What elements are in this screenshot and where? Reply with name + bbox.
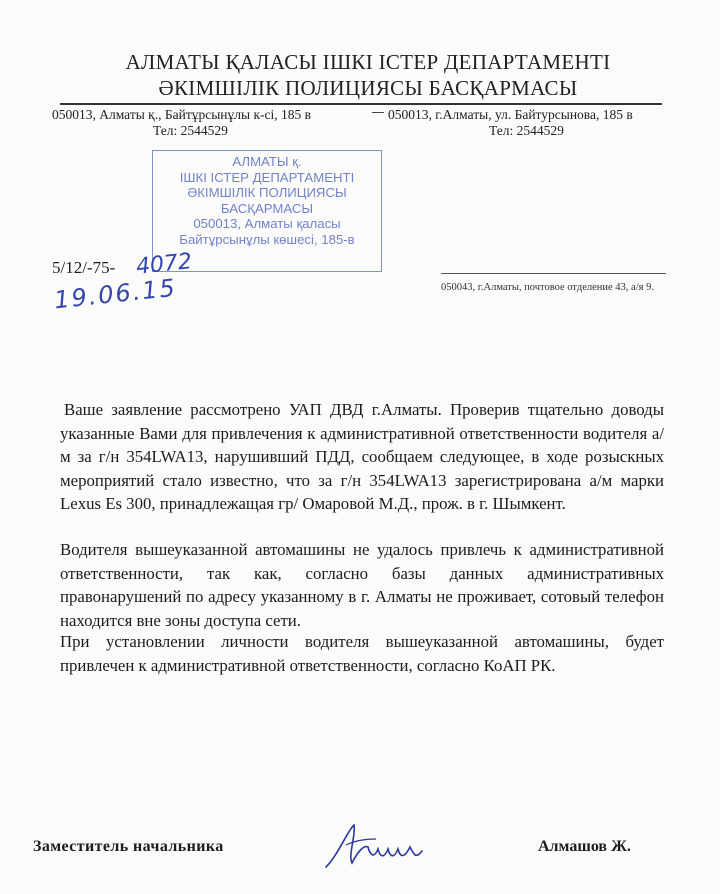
- signatory-name: Алмашов Ж.: [538, 838, 631, 855]
- header-title-line1: АЛМАТЫ ҚАЛАСЫ ІШКІ ІСТЕР ДЕПАРТАМЕНТІ: [125, 50, 611, 74]
- phone-ru: Тел: 2544529: [489, 123, 564, 138]
- address-kz: 050013, Алматы қ., Байтұрсынұлы к-сі, 185 в: [52, 107, 311, 122]
- signatory-title: Заместитель начальника: [33, 838, 224, 855]
- phone-kz: Тел: 2544529: [153, 123, 228, 138]
- stamp-line: 050013, Алматы қаласы: [193, 216, 341, 231]
- address-ru: 050013, г.Алматы, ул. Байтурсынова, 185 в: [388, 107, 633, 122]
- header-divider: [60, 103, 662, 105]
- handwritten-signature: [318, 815, 428, 875]
- stamp-line: БАСҚАРМАСЫ: [220, 200, 314, 216]
- handwritten-number: 4072: [134, 249, 194, 280]
- paragraph-2: Водителя вышеуказанной автомашины не удалось привлечь к административной ответственности, так как, согласно базы данных административных правонарушений по адресу указанному в г. Алматы не проживает, сотовый телефон находится вне зоны доступа сети.: [60, 540, 664, 630]
- paragraph-1: Ваше заявление рассмотрено УАП ДВД г.Алматы. Проверив тщательно доводы указанные Вами для привлечения к административной ответственности водителя а/м за г/н 354LWA13, нарушивший ПДД, сообщаем следующее, в ходе розыскных мероприятий стало известно, что за г/н 354LWA13 зарегистрирована а/м марки Lexus Es 300, принадлежащая гр/ Омаровой М.Д., прож. в г. Шымкент.: [60, 400, 664, 513]
- outgoing-number: 5/12/-75-: [52, 258, 116, 277]
- stamp-line: ІШКІ ІСТЕР ДЕПАРТАМЕНТІ: [179, 169, 355, 185]
- paragraph-3: При установлении личности водителя вышеуказанной автомашины, будет привлечен к административной ответственности, согласно КоАП РК.: [60, 632, 664, 675]
- recipient-address: 050043, г.Алматы, почтовое отделение 43, а/я 9.: [441, 282, 654, 293]
- stamp-line: ӘКІМШІЛІК ПОЛИЦИЯСЫ: [187, 185, 347, 200]
- header-title-line2: ӘКІМШІЛІК ПОЛИЦИЯСЫ БАСҚАРМАСЫ: [158, 76, 578, 100]
- stamp-line: Байтұрсынұлы көшесі, 185-в: [179, 231, 355, 247]
- dash-mark: [372, 112, 384, 113]
- handwritten-date: 19.06.15: [52, 273, 179, 315]
- recipient-rule: [441, 273, 666, 274]
- stamp-line: АЛМАТЫ қ.: [232, 154, 302, 169]
